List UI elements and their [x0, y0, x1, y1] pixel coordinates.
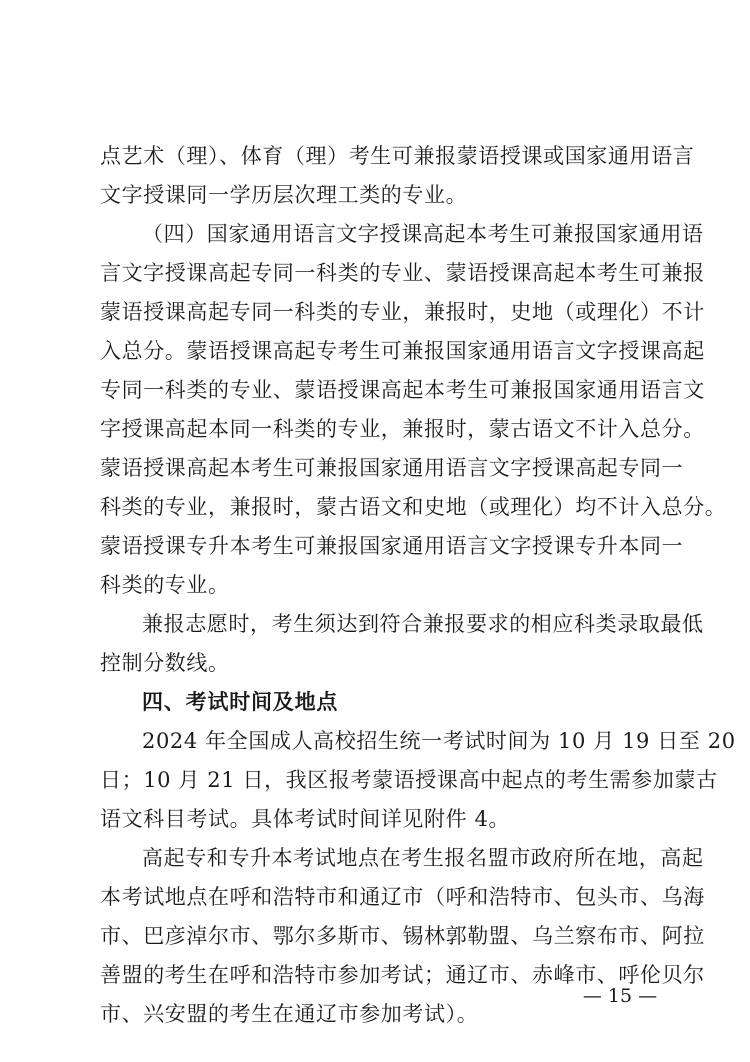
paragraph-line: 科类的专业，兼报时，蒙古语文和史地（或理化）均不计入总分。 — [100, 495, 727, 519]
paragraph-line: 入总分。蒙语授课高起专考生可兼报国家通用语言文字授课高起 — [100, 339, 705, 363]
paragraph-line: 兼报志愿时，考生须达到符合兼报要求的相应科类录取最低 — [142, 612, 704, 636]
paragraph-line: 字授课高起本同一科类的专业，兼报时，蒙古语文不计入总分。 — [100, 417, 705, 441]
paragraph-line: 科类的专业。 — [100, 573, 230, 597]
paragraph-line: 专同一科类的专业、蒙语授课高起本考生可兼报国家通用语言文 — [100, 378, 705, 402]
paragraph-line: 言文字授课高起专同一科类的专业、蒙语授课高起本考生可兼报 — [100, 261, 705, 285]
paragraph-line: 市、巴彦淖尔市、鄂尔多斯市、锡林郭勒盟、乌兰察布市、阿拉 — [100, 924, 705, 948]
paragraph-line: 蒙语授课专升本考生可兼报国家通用语言文字授课专升本同一 — [100, 534, 684, 558]
paragraph-line: 文字授课同一学历层次理工类的专业。 — [100, 183, 468, 207]
page-number: — 15 — — [582, 985, 658, 1007]
paragraph-line: 善盟的考生在呼和浩特市参加考试；通辽市、赤峰市、呼伦贝尔 — [100, 963, 705, 987]
paragraph-line: 语文科目考试。具体考试时间详见附件 4。 — [100, 807, 511, 831]
section-heading: 四、考试时间及地点 — [142, 690, 339, 714]
paragraph-line: （四）国家通用语言文字授课高起本考生可兼报国家通用语 — [142, 222, 704, 246]
paragraph-line: 点艺术（理）、体育（理）考生可兼报蒙语授课或国家通用语言 — [100, 144, 695, 168]
paragraph-line: 控制分数线。 — [100, 651, 230, 675]
paragraph-line: 2024 年全国成人高校招生统一考试时间为 10 月 19 日至 20 — [142, 729, 736, 753]
paragraph-line: 高起专和专升本考试地点在考生报名盟市政府所在地，高起 — [142, 846, 704, 870]
paragraph-line: 市、兴安盟的考生在通辽市参加考试）。 — [100, 1002, 479, 1026]
paragraph-line: 蒙语授课高起专同一科类的专业，兼报时，史地（或理化）不计 — [100, 300, 705, 324]
paragraph-line: 蒙语授课高起本考生可兼报国家通用语言文字授课高起专同一 — [100, 456, 684, 480]
paragraph-line: 本考试地点在呼和浩特市和通辽市（呼和浩特市、包头市、乌海 — [100, 885, 705, 909]
paragraph-line: 日；10 月 21 日，我区报考蒙语授课高中起点的考生需参加蒙古 — [100, 768, 718, 792]
